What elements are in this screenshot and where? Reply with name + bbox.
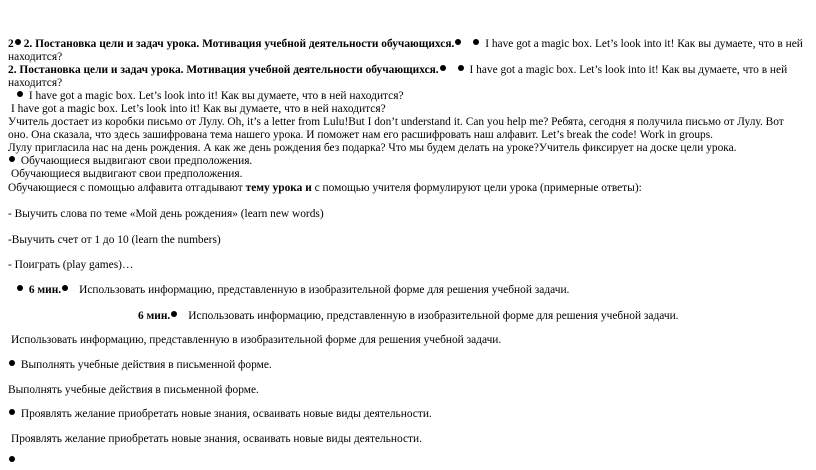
heading-text: 2. Постановка цели и задач урока. Мотивация учебной деятельности обучающихся. — [8, 64, 439, 76]
magic-box-full-repeat: I have got a magic box. Let’s look into it! Как вы думаете, что в ней находится? — [11, 103, 386, 115]
magic-box-text: I have got a magic box. Let’s look into it! Как вы думаете, что в ней — [469, 64, 788, 76]
time-line-centered — [138, 310, 816, 323]
bullet-icon — [17, 285, 23, 291]
heading-number: 2 — [8, 38, 14, 50]
time-label: 6 мин. — [28, 284, 62, 296]
letter-paragraph-cont: оно. Она сказала, что здесь зашифрована тема нашего урока. И поможет нам его расшифровать наш алфавит. Let’s break the code! Work in groups. — [8, 129, 713, 141]
use-info-plain: Использовать информацию, представленную в изобразительной форме для решения учебной задачи. — [11, 334, 502, 346]
students-goals: Обучающиеся выдвигают свои предположения. — [20, 155, 253, 167]
written-actions-plain: Выполнять учебные действия в письменной форме. — [8, 384, 259, 396]
students-goals-repeat: Обучающиеся выдвигают свои предположения. — [11, 168, 243, 180]
desire-text: Проявлять желание приобретать новые знания, осваивать новые виды деятельности. — [20, 408, 432, 420]
bullet-icon — [171, 311, 177, 317]
bullet-icon — [458, 65, 464, 71]
bullet-icon — [455, 39, 461, 45]
bullet-icon — [440, 65, 446, 71]
bullet-icon — [9, 360, 15, 366]
birthday-paragraph: Лулу пригласила нас на день рождения. А как же день рождения без подарка? Что мы будем делать на уроке?Учитель фиксирует на доске цели урока. — [8, 142, 737, 154]
time-label: 6 мин. — [138, 310, 171, 322]
bullet-icon — [9, 156, 15, 162]
students-goals-line — [8, 155, 808, 168]
goal-item-2: -Выучить счет от 1 до 10 (learn the numbers) — [8, 234, 221, 246]
bullet-icon — [9, 456, 15, 462]
bullet-icon — [62, 285, 68, 291]
wrapped-word: находится? — [8, 77, 63, 89]
bullet-icon — [9, 409, 15, 415]
goal-item-3: - Поиграть (play games)… — [8, 259, 134, 271]
bullet-icon — [17, 91, 23, 97]
magic-box-full: I have got a magic box. Let’s look into it! Как вы думаете, что в ней находится? — [28, 90, 404, 102]
alphabet-a: Обучающиеся с помощью алфавита отгадывают — [8, 182, 243, 194]
heading-text: 2. Постановка цели и задач урока. Мотивация учебной деятельности обучающихся. — [23, 38, 455, 50]
bullet-icon — [473, 39, 479, 45]
use-info-text: Использовать информацию, представленную в изобразительной форме для решения учебной задачи. — [79, 284, 570, 296]
magic-box-line — [8, 90, 808, 103]
section-heading-repeat — [8, 64, 808, 77]
written-actions-line — [8, 359, 808, 372]
bullet-icon — [15, 39, 21, 45]
goal-item-1: - Выучить слова по теме «Мой день рождения» (learn new words) — [8, 208, 324, 220]
letter-paragraph: Учитель достает из коробки письмо от Лулу. Oh, it’s a letter from Lulu!But I don’t understand it. Can you help me? Ребята, сегодня я получила письмо от Лулу. Вот — [8, 116, 784, 128]
trailing-bullet-line — [8, 455, 808, 468]
section-heading — [8, 38, 808, 51]
written-actions: Выполнять учебные действия в письменной форме. — [20, 359, 272, 371]
desire-plain: Проявлять желание приобретать новые знания, осваивать новые виды деятельности. — [11, 433, 422, 445]
alphabet-line — [8, 182, 808, 195]
wrapped-word: находится? — [8, 51, 63, 63]
alphabet-c: с помощью учителя формулируют цели урока (примерные ответы): — [314, 182, 642, 194]
desire-line — [8, 408, 808, 421]
alphabet-b: тему урока и — [245, 182, 312, 194]
time-line — [8, 284, 808, 297]
use-info-text: Использовать информацию, представленную в изобразительной форме для решения учебной задачи. — [188, 310, 679, 322]
magic-box-text: I have got a magic box. Let’s look into it! Как вы думаете, что в ней — [485, 38, 803, 50]
